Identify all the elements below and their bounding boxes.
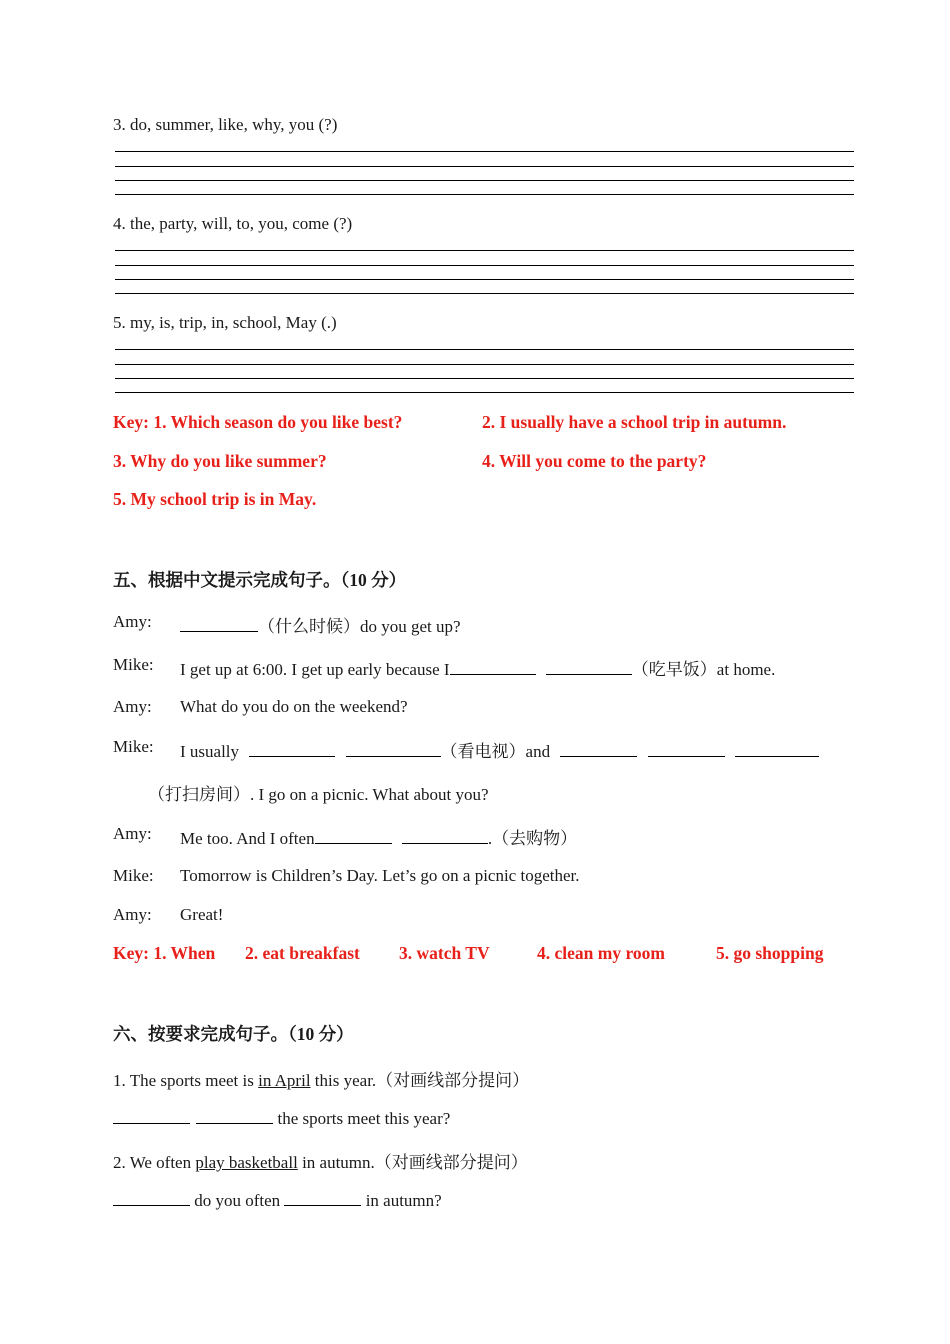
key-answer-4: 4. clean my room [537, 943, 665, 963]
fill-blank[interactable] [648, 741, 725, 757]
fill-blank[interactable] [284, 1190, 361, 1206]
answer-line [115, 378, 854, 379]
underlined-phrase: play basketball [195, 1153, 298, 1172]
answer-line [115, 279, 854, 280]
answer-line [115, 364, 854, 365]
fill-blank[interactable] [249, 741, 335, 757]
answer-line [115, 293, 854, 294]
dialogue-line-3: What do you do on the weekend? [180, 697, 408, 716]
answer-line [115, 265, 854, 266]
key-answer-1: Key: 1. When [113, 943, 216, 963]
underlined-phrase: in April [258, 1071, 311, 1090]
fill-blank[interactable] [315, 828, 392, 844]
speaker-label: Mike: [113, 866, 154, 885]
dialogue-line-6: Me too. And I often .（去购物） [180, 829, 578, 848]
fill-blank[interactable] [546, 659, 632, 675]
fill-blank[interactable] [113, 1190, 190, 1206]
speaker-label: Amy: [113, 905, 152, 924]
question-5: 5. my, is, trip, in, school, May (.) [113, 313, 337, 332]
question-3: 3. do, summer, like, why, you (?) [113, 115, 338, 134]
answer-line [115, 166, 854, 167]
answer-1: the sports meet this year? [113, 1108, 450, 1129]
answer-line [115, 349, 854, 350]
answer-line [115, 194, 854, 195]
fill-blank[interactable] [560, 741, 637, 757]
answer-line [115, 392, 854, 393]
speaker-label: Amy: [113, 612, 152, 631]
fill-blank[interactable] [450, 659, 536, 675]
key-answer-2: 2. eat breakfast [245, 943, 360, 963]
fill-blank[interactable] [735, 741, 819, 757]
question-4: 4. the, party, will, to, you, come (?) [113, 214, 353, 233]
key-answer-3: 3. Why do you like summer? [113, 451, 327, 471]
question-1: 1. The sports meet is in April this year.（对画线部分提问） [113, 1071, 530, 1090]
section-6-title: 六、按要求完成句子。（10 分） [113, 1024, 354, 1044]
dialogue-line-4: I usually （看电视）and [180, 737, 819, 762]
dialogue-line-1: （什么时候）do you get up? [180, 612, 461, 637]
dialogue-line-2: I get up at 6:00. I get up early because I （吃早饭）at home. [180, 660, 776, 679]
key-answer-5: 5. My school trip is in May. [113, 489, 317, 509]
fill-blank[interactable] [402, 828, 488, 844]
answer-line [115, 151, 854, 152]
speaker-label: Amy: [113, 697, 152, 716]
speaker-label: Amy: [113, 824, 152, 843]
dialogue-line-7: Tomorrow is Children’s Day. Let’s go on a picnic together. [180, 866, 580, 885]
speaker-label: Mike: [113, 737, 154, 756]
question-2: 2. We often play basketball in autumn.（对画线部分提问） [113, 1153, 528, 1172]
dialogue-line-5: （打扫房间）. I go on a picnic. What about you? [148, 785, 489, 804]
key-answer-3: 3. watch TV [399, 943, 490, 963]
section-5-title: 五、根据中文提示完成句子。（10 分） [113, 570, 407, 590]
answer-line [115, 180, 854, 181]
answer-2: do you often in autumn? [113, 1190, 442, 1211]
dialogue-line-8: Great! [180, 905, 224, 924]
fill-blank[interactable] [180, 616, 258, 632]
key-answer-2: 2. I usually have a school trip in autumn. [482, 412, 787, 432]
speaker-label: Mike: [113, 655, 154, 674]
key-answer-5: 5. go shopping [716, 943, 824, 963]
key-answer-1: Key: 1. Which season do you like best? [113, 412, 403, 432]
answer-line [115, 250, 854, 251]
fill-blank[interactable] [113, 1108, 190, 1124]
fill-blank[interactable] [346, 741, 441, 757]
key-answer-4: 4. Will you come to the party? [482, 451, 707, 471]
fill-blank[interactable] [196, 1108, 273, 1124]
